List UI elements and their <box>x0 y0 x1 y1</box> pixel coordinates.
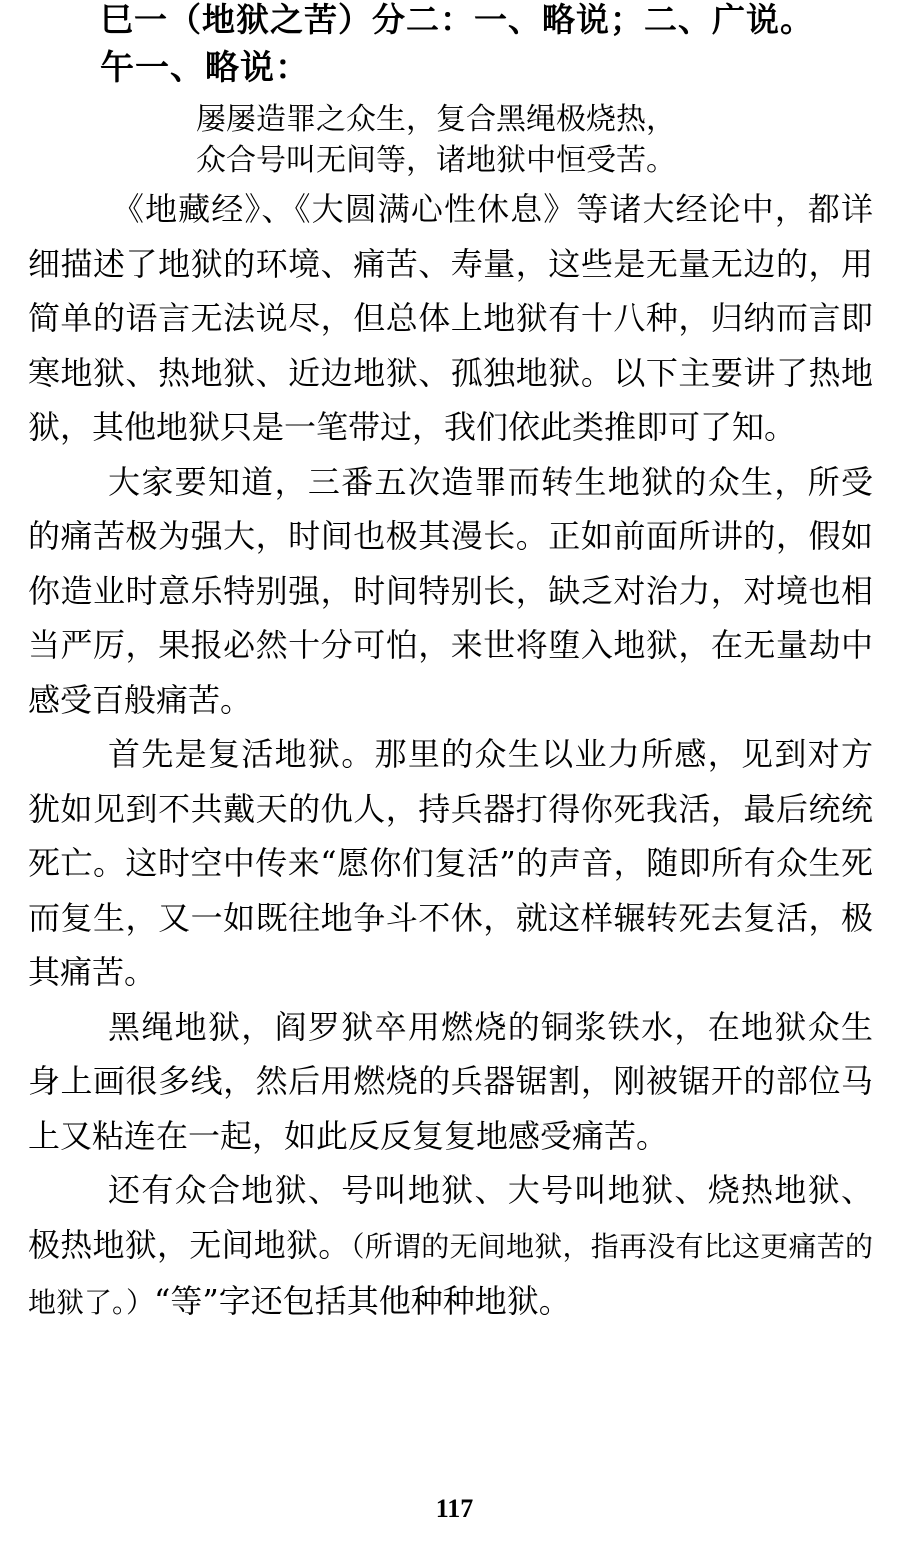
paragraph-1: 《地藏经》、《大圆满心性休息》等诸大经论中，都详细描述了地狱的环境、痛苦、寿量，这些是无量无边的，用简单的语言无法说尽，但总体上地狱有十八种，归纳而言即寒地狱、热地狱、近边地狱、孤独地狱。以下主要讲了热地狱，其他地狱只是一笔带过，我们依此类推即可了知。 <box>28 190 873 446</box>
body-text <box>28 182 873 1331</box>
section-heading: 巳一（地狱之苦）分二：一、略说；二、广说。 <box>100 0 814 39</box>
paragraph-5-end: “等”字还包括其他种种地狱。 <box>154 1282 571 1320</box>
paragraph-3: 首先是复活地狱。那里的众生以业力所感，见到对方犹如见到不共戴天的仇人，持兵器打得你死我活，最后统统死亡。这时空中传来“愿你们复活”的声音，随即所有众生死而复生，又一如既往地争斗不休，就这样辗转死去复活，极其痛苦。 <box>28 735 873 991</box>
page-number: 117 <box>435 1494 474 1523</box>
paragraph-4: 黑绳地狱，阎罗狱卒用燃烧的铜浆铁水，在地狱众生身上画很多线，然后用燃烧的兵器锯割，刚被锯开的部位马上又粘连在一起，如此反反复复地感受痛苦。 <box>28 1007 873 1155</box>
verse-line-1: 屡屡造罪之众生，复合黑绳极烧热， <box>196 102 676 137</box>
paragraph-5 <box>28 1163 873 1331</box>
paragraph-2: 大家要知道，三番五次造罪而转生地狱的众生，所受的痛苦极为强大，时间也极其漫长。正如前面所讲的，假如你造业时意乐特别强，时间特别长，缺乏对治力，对境也相当严厉，果报必然十分可怕，来世将堕入地狱，在无量劫中感受百般痛苦。 <box>28 462 873 719</box>
verse-line-2: 众合号叫无间等，诸地狱中恒受苦。 <box>196 143 676 178</box>
paragraph-5-main: 还有众合地狱、号叫地狱、大号叫地狱、烧热地狱、极热地狱，无间地狱。 <box>28 1171 873 1264</box>
subsection-heading: 午一、略说： <box>100 48 310 88</box>
paragraph-5-note: （所谓的无间地狱，指再没有比这更痛苦的地狱了。） <box>28 1229 873 1319</box>
